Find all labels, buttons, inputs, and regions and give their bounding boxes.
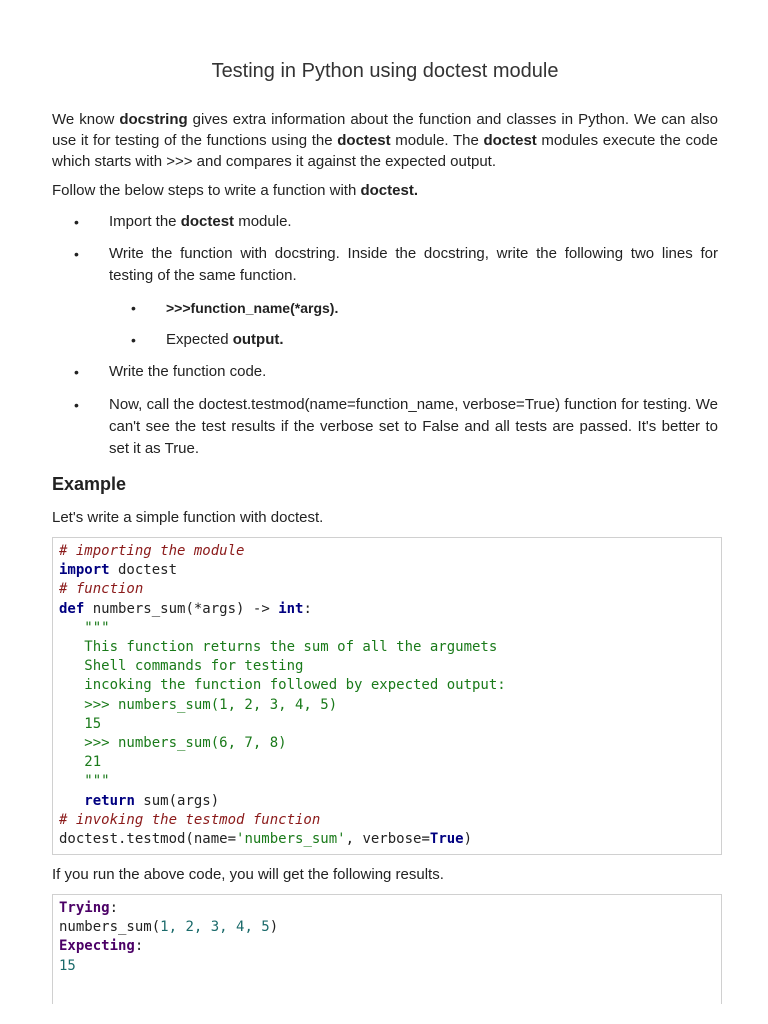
bullet-icon: • <box>74 246 79 262</box>
list-item-text: Write the function with docstring. Inside the docstring, write the following two lines for testing of the same function. <box>109 245 718 284</box>
steps-intro-paragraph <box>52 180 718 201</box>
code-keyword: import <box>59 562 110 579</box>
code-docstring: This function returns the sum of all the argumets <box>59 639 498 656</box>
steps-intro-bold: doctest. <box>360 182 418 199</box>
code-keyword: return <box>84 792 135 809</box>
output-block <box>52 894 722 1004</box>
output-label: Expecting <box>59 938 135 955</box>
code-comment: # importing the module <box>59 543 245 559</box>
code-comment: # function <box>59 581 144 598</box>
code-text: doctest.testmod(name= <box>59 831 237 848</box>
code-docstring: >>> numbers_sum(1, 2, 3, 4, 5) <box>59 696 338 713</box>
results-intro: If you run the above code, you will get the following results. <box>52 866 444 883</box>
code-docstring: 15 <box>59 715 102 732</box>
code-text: , verbose= <box>345 831 430 848</box>
list-item-text: Now, call the doctest.testmod(name=function_name, verbose=True) function for testing. We can't see the test results if the verbose set to False and all tests are passed. It's better to set it as True. <box>109 396 718 457</box>
bullet-icon: • <box>74 397 79 413</box>
list-item-text <box>166 329 718 351</box>
example-heading: Example <box>52 474 127 494</box>
bullet-icon: • <box>131 300 136 316</box>
code-docstring: 21 <box>59 754 102 771</box>
intro-text: We know <box>52 111 120 128</box>
intro-bold-doctest: doctest <box>483 132 537 149</box>
bullet-icon: • <box>131 332 136 348</box>
bullet-icon: • <box>74 364 79 380</box>
list-item-text: >>>function_name(*args). <box>166 300 339 316</box>
output-text: : <box>109 900 119 916</box>
intro-text: gives extra information about the function and classes in Python. We can also use it for testing of the functions using the <box>52 111 718 149</box>
intro-bold-doctest: doctest <box>337 132 391 149</box>
code-docstring: """ <box>59 773 110 790</box>
page-title: Testing in Python using doctest module <box>211 60 559 82</box>
code-comment: # invoking the testmod function <box>59 811 321 828</box>
code-text: ) -> <box>236 600 279 617</box>
code-text: *args <box>193 600 237 617</box>
example-intro: Let's write a simple function with doctest. <box>52 509 324 526</box>
code-block <box>52 537 722 855</box>
code-docstring: """ <box>59 619 110 636</box>
list-item-text: Write the function code. <box>109 363 267 380</box>
code-text: : <box>303 600 312 617</box>
list-item-text <box>109 211 718 233</box>
code-text: doctest <box>109 562 178 579</box>
code-keyword: True <box>429 831 464 848</box>
code-keyword: int <box>278 600 304 617</box>
bullet-icon: • <box>74 214 79 230</box>
intro-paragraph <box>52 109 718 172</box>
code-text: sum(args) <box>134 792 220 809</box>
intro-text: module. The <box>390 132 484 149</box>
bold-text: doctest <box>180 213 235 230</box>
code-string: 'numbers_sum' <box>236 831 346 848</box>
bold-text: output. <box>232 331 284 348</box>
text: Expected <box>166 331 233 348</box>
code-docstring: >>> numbers_sum(6, 7, 8) <box>59 735 287 752</box>
text: module. <box>234 213 292 230</box>
steps-intro-text: Follow the below steps to write a function with <box>52 182 361 199</box>
intro-text: modules execute the code which starts with >>> and compares it against the expected output. <box>52 132 718 170</box>
output-label: Trying <box>59 900 110 916</box>
code-keyword: def <box>59 600 85 617</box>
output-number: 15 <box>59 957 76 974</box>
code-text: ) <box>463 831 473 848</box>
text: Import the <box>109 213 181 230</box>
code-docstring: incoking the function followed by expected output: <box>59 677 506 694</box>
output-text: ) <box>269 919 279 936</box>
code-docstring: Shell commands for testing <box>59 658 304 675</box>
output-text: numbers_sum( <box>59 919 161 936</box>
code-text: numbers_sum( <box>84 600 194 617</box>
output-text: : <box>134 938 144 955</box>
output-number: 1, 2, 3, 4, 5 <box>160 919 270 936</box>
intro-bold-docstring: docstring <box>119 111 188 128</box>
